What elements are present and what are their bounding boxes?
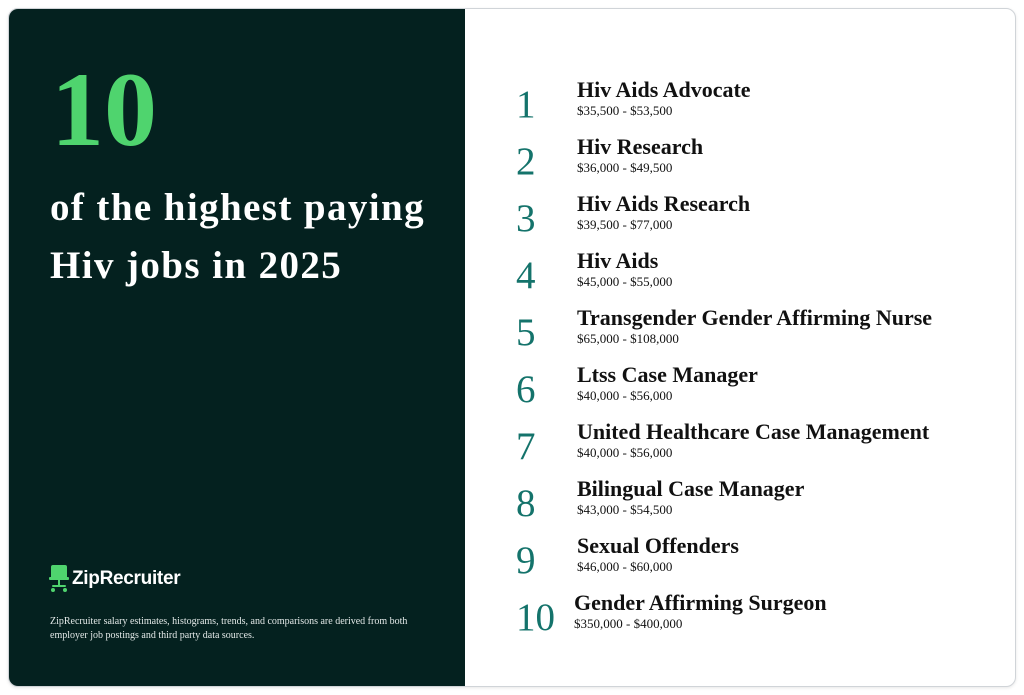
- job-title: Transgender Gender Affirming Nurse: [577, 305, 933, 330]
- job-rank: 10: [516, 596, 555, 639]
- job-info: [577, 533, 739, 575]
- job-title: Bilingual Case Manager: [577, 476, 805, 501]
- job-rank: 2: [516, 140, 536, 183]
- job-info: [577, 362, 758, 404]
- job-salary: $35,500 - $53,500: [577, 103, 673, 118]
- brand-name: ZipRecruiter: [72, 568, 181, 589]
- job-salary: $45,000 - $55,000: [577, 274, 673, 289]
- job-title: Ltss Case Manager: [577, 362, 758, 387]
- job-title: Hiv Research: [577, 134, 704, 159]
- job-title: Hiv Aids Advocate: [577, 77, 751, 102]
- ziprecruiter-chair-icon: [49, 564, 69, 594]
- disclaimer-text: ZipRecruiter salary estimates, histograms, trends, and comparisons are derived from both employer job postings and third party data sources.: [50, 616, 408, 641]
- job-item: [465, 134, 1016, 196]
- job-info: [577, 419, 929, 461]
- job-info: [577, 476, 804, 518]
- job-item: [465, 590, 1016, 652]
- job-info: [577, 191, 750, 233]
- job-salary: $36,000 - $49,500: [577, 160, 673, 175]
- job-rank: 3: [516, 197, 536, 240]
- infographic-card: [8, 8, 1016, 687]
- job-info: [577, 248, 672, 290]
- job-item: [465, 476, 1016, 538]
- job-title: Hiv Aids: [577, 248, 659, 273]
- job-rank: 8: [516, 482, 536, 525]
- job-item: [465, 248, 1016, 310]
- job-salary: $39,500 - $77,000: [577, 217, 673, 232]
- job-title: Hiv Aids Research: [577, 191, 751, 216]
- job-salary: $43,000 - $54,500: [577, 502, 673, 517]
- job-salary: $40,000 - $56,000: [577, 445, 673, 460]
- job-item: [465, 533, 1016, 595]
- ziprecruiter-logo: [49, 564, 180, 594]
- job-item: [465, 77, 1016, 139]
- hero-headline: of the highest paying Hiv jobs in 2025: [50, 186, 426, 287]
- job-title: United Healthcare Case Management: [577, 419, 930, 444]
- job-salary: $40,000 - $56,000: [577, 388, 673, 403]
- job-item: [465, 419, 1016, 481]
- job-title: Sexual Offenders: [577, 533, 739, 558]
- job-item: [465, 362, 1016, 424]
- jobs-panel: [465, 9, 1016, 686]
- job-rank: 4: [516, 254, 536, 297]
- job-rank: 9: [516, 539, 536, 582]
- job-item: [465, 305, 1016, 367]
- job-salary: $350,000 - $400,000: [574, 616, 683, 631]
- job-salary: $65,000 - $108,000: [577, 331, 679, 346]
- job-item: [465, 191, 1016, 253]
- job-info: [574, 590, 827, 632]
- job-rank: 7: [516, 425, 536, 468]
- job-info: [577, 77, 751, 119]
- hero-count: 10: [51, 51, 157, 168]
- job-title: Gender Affirming Surgeon: [574, 590, 827, 615]
- job-salary: $46,000 - $60,000: [577, 559, 673, 574]
- hero-panel: [9, 9, 465, 686]
- job-info: [577, 134, 703, 176]
- job-info: [577, 305, 932, 347]
- job-rank: 1: [516, 83, 536, 126]
- job-rank: 5: [516, 311, 536, 354]
- job-rank: 6: [516, 368, 536, 411]
